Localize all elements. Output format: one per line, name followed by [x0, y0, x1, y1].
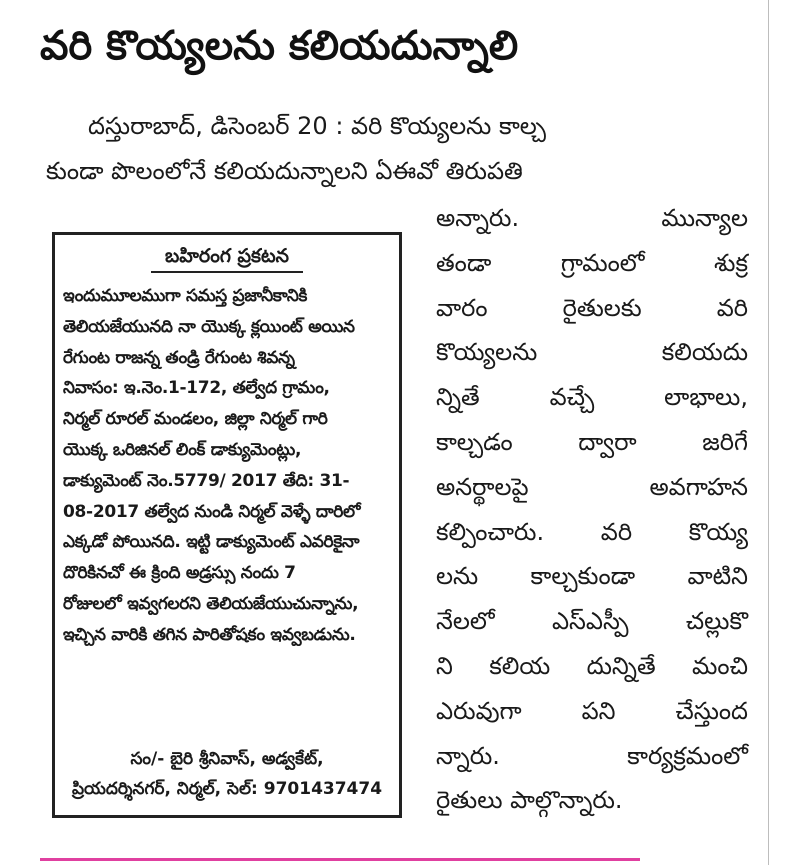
body-line: న్నితే వచ్చే లాభాలు,: [436, 383, 748, 412]
notice-line: యొక్క ఒరిజినల్ లింక్ డాక్యుమెంట్లు,: [63, 439, 302, 460]
notice-line: ఇందుమూలముగా సమస్త ప్రజానీకానికి: [63, 286, 308, 306]
body-line: అన్నారు. మున్యాల: [436, 204, 748, 232]
notice-line: ఇచ్చిన వారికి తగిన పారితోషకం ఇవ్వబడును.: [63, 624, 356, 645]
article-body-column: [436, 196, 748, 823]
notice-title-text: బహిరంగ ప్రకటన: [151, 243, 303, 273]
body-line: కొయ్యలను కలియదు: [436, 338, 748, 367]
column-divider: [768, 0, 769, 865]
notice-signature: [60, 744, 394, 804]
notice-line: రేగుంట రాజన్న తండ్రి రేగుంట శివన్న: [63, 347, 295, 368]
notice-line: ఎక్కడో పోయినది. ఇట్టి డాక్యుమెంట్ ఎవరికైనా: [63, 532, 360, 553]
notice-body: [63, 281, 393, 651]
article-headline: వరి కొయ్యలను కలియదున్నాలి: [40, 23, 519, 69]
signature-line: సం/- బైరి శ్రీనివాస్, అడ్వకేట్,: [130, 749, 324, 769]
body-line: ని కలియ దున్నితే మంచి: [436, 651, 748, 680]
notice-line: నివాసం: ఇ.నెం.1-172, తల్వేద గ్రామం,: [63, 378, 330, 399]
body-line: న్నారు. కార్యక్రమంలో: [436, 741, 748, 770]
body-line: ఎరువుగా పని చేస్తుంద: [436, 696, 748, 725]
body-line: లను కాల్చకుండా వాటిని: [436, 562, 748, 591]
public-notice-box: [52, 232, 402, 818]
body-line: అనర్థాలపై అవగాహన: [436, 472, 748, 501]
notice-line: రోజులలో ఇవ్వగలరని తెలియజేయుచున్నాను,: [63, 593, 359, 614]
article-lead: [46, 104, 746, 194]
notice-line: డాక్యుమెంట్ నెం.5779/ 2017 తేది: 31-: [63, 470, 350, 491]
lead-line: దస్తురాబాద్, డిసెంబర్ 20 : వరి కొయ్యలను కాల్చ: [88, 112, 547, 140]
body-line: నేలలో ఎస్ఎస్పీ చల్లుకొ: [436, 607, 748, 636]
notice-line: 08-2017 తల్వేద నుండి నిర్మల్ వెళ్ళే దారిలో: [63, 501, 361, 522]
notice-title: [55, 243, 399, 273]
notice-line: తెలియజేయునది నా యొక్క క్లయింట్ అయిన: [63, 316, 355, 337]
lead-line: కుండా పొలంలోనే కలియదున్నాలని ఏఈవో తిరుపతి: [46, 157, 523, 185]
body-line: రైతులు పాల్గొన్నారు.: [436, 786, 623, 815]
signature-line: ప్రియదర్శినగర్, నిర్మల్, సెల్: 9701437474: [71, 779, 383, 799]
body-line: వారం రైతులకు వరి: [436, 293, 748, 322]
body-line: కాల్చడం ద్వారా జరిగే: [436, 427, 748, 456]
bottom-accent-bar: [40, 858, 640, 861]
body-line: కల్పించారు. వరి కొయ్య: [436, 517, 748, 546]
notice-line: దొరికినచో ఈ క్రింది అడ్రస్సు నందు 7: [63, 563, 296, 584]
body-line: తండా గ్రామంలో శుక్ర: [436, 248, 748, 277]
notice-line: నిర్మల్ రూరల్ మండలం, జిల్లా నిర్మల్ గారి: [63, 409, 328, 430]
